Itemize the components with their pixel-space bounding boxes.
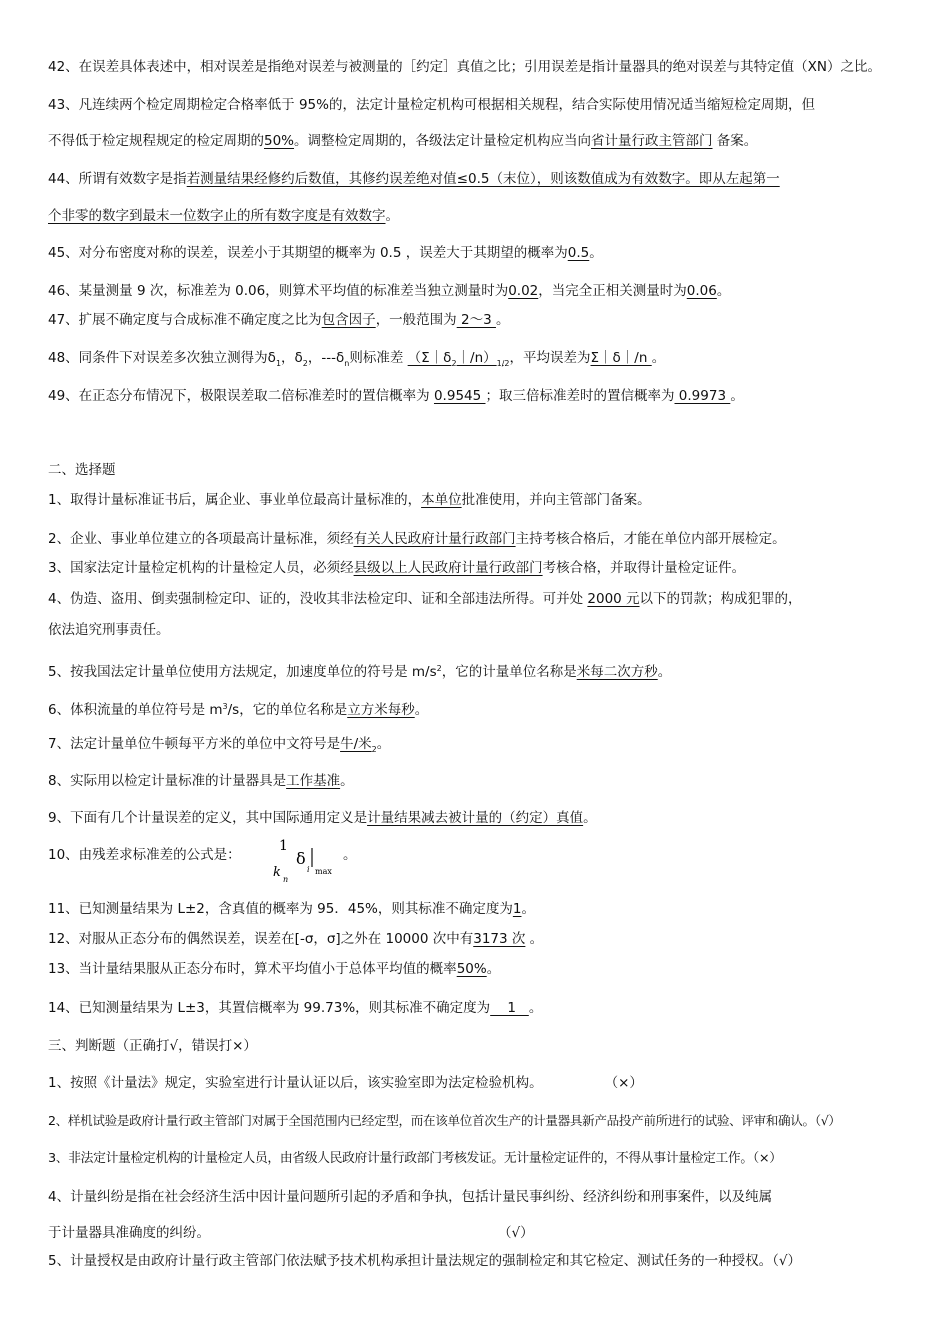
item-42: 42、在误差具体表述中，相对误差是指绝对误差与被测量的［约定］真值之比；引用误差是指计量器具的绝对误差与其特定值（XN）之比。 bbox=[48, 59, 882, 75]
choice-8: 8、实际用以检定计量标准的计量器具是工作基准。 bbox=[48, 773, 354, 789]
answer: 有关人民政府计量行政部门 bbox=[353, 531, 516, 547]
choice-6: 6、体积流量的单位符号是 $m^3/s$，它的单位名称是立方米每秒。 bbox=[48, 702, 429, 718]
item-44-line2: 个非零的数字到最末一位数字止的所有数字度是有效数字。 bbox=[48, 208, 399, 224]
answer: 50% bbox=[456, 961, 487, 977]
item-45: 45、对分布密度对称的误差，误差小于其期望的概率为 0.5 ，误差大于其期望的概率为0.5。 bbox=[48, 245, 603, 261]
answer: 3173 次 bbox=[473, 931, 526, 947]
judge-mark: （√） bbox=[498, 1225, 534, 1241]
answer: 50% bbox=[264, 133, 295, 149]
section-heading-choice: 二、选择题 bbox=[48, 462, 116, 478]
judge-5: 5、计量授权是由政府计量行政主管部门依法赋予技术机构承担计量法规定的强制检定和其它检定、测试任务的一种授权。（√） bbox=[48, 1253, 801, 1269]
answer: 0.02 bbox=[508, 283, 539, 299]
choice-14: 14、已知测量结果为 L±3，其置信概率为 99.73%，则其标准不确定度为 1 。 bbox=[48, 1000, 543, 1016]
answer: 牛/米$_2$ bbox=[340, 736, 377, 754]
choice-4-line1: 4、伪造、盗用、倒卖强制检定印、证的，没收其非法检定印、证和全部违法所得。可并处 2000 元以下的罚款；构成犯罪的， bbox=[48, 591, 802, 607]
formula-k: k bbox=[273, 865, 281, 880]
judge-4-line1: 4、计量纠纷是指在社会经济生活中因计量问题所引起的矛盾和争执，包括计量民事纠纷、经济纠纷和刑事案件，以及纯属 bbox=[48, 1189, 773, 1205]
item-43-line1: 43、凡连续两个检定周期检定合格率低于 95%的，法定计量检定机构可根据相关规程，结合实际使用情况适当缩短检定周期，但 bbox=[48, 97, 815, 113]
choice-10-end: 。 bbox=[343, 847, 357, 863]
answer: 2000 元 bbox=[587, 591, 640, 607]
answer-std-dev: $(\Sigma|\delta_2|/n)_{1/2}$ bbox=[407, 350, 510, 368]
choice-2: 2、企业、事业单位建立的各项最高计量标准，须经有关人民政府计量行政部门主持考核合格后，才能在单位内部开展检定。 bbox=[48, 531, 786, 547]
choice-3: 3、国家法定计量检定机构的计量检定人员，必须经县级以上人民政府计量行政部门考核合格，并取得计量检定证件。 bbox=[48, 560, 746, 576]
choice-13: 13、当计量结果服从正态分布时，算术平均值小于总体平均值的概率50%。 bbox=[48, 961, 501, 977]
item-48: 48、同条件下对误差多次独立测得为$\delta_1$，$\delta_2$，$---\delta_n$则标准差 $(\Sigma|\delta_2|/n)_{1/2}$，平均误差为Σ｜δ｜/n 。 bbox=[48, 350, 666, 368]
item-44-line1: 44、所谓有效数字是指若测量结果经修约后数值，其修约误差绝对值≤0.5（末位），则该数值成为有效数字。即从左起第一 bbox=[48, 171, 780, 187]
answer: 若测量结果经修约后数值，其修约误差绝对值≤0.5（末位），则该数值成为有效数字。即从左起第一 bbox=[186, 171, 780, 187]
choice-12: 12、对服从正态分布的偶然误差，误差在[-σ，σ]之外在 10000 次中有3173 次 。 bbox=[48, 931, 544, 947]
choice-1: 1、取得计量标准证书后，属企业、事业单位最高计量标准的，本单位批准使用，并向主管部门备案。 bbox=[48, 492, 651, 508]
item-47: 47、扩展不确定度与合成标准不确定度之比为包含因子，一般范围为 2～3 。 bbox=[48, 312, 510, 328]
answer: 0.5 bbox=[567, 245, 590, 261]
answer: 计量结果减去被计量的（约定）真值 bbox=[367, 810, 584, 826]
formula-k-sub: n bbox=[283, 875, 289, 884]
section-heading-judge: 三、判断题（正确打√，错误打×） bbox=[48, 1038, 257, 1054]
item-49: 49、在正态分布情况下，极限误差取二倍标准差时的置信概率为 0.9545 ；取三倍标准差时的置信概率为 0.9973 。 bbox=[48, 388, 744, 404]
answer: 0.06 bbox=[686, 283, 717, 299]
answer: 1 bbox=[490, 1000, 529, 1016]
answer: 个非零的数字到最末一位数字止的所有数字度是有效数字 bbox=[48, 208, 386, 224]
choice-5: 5、按我国法定计量单位使用方法规定，加速度单位的符号是 $m/s^2$，它的计量单位名称是米每二次方秒。 bbox=[48, 664, 672, 680]
judge-4-line2: 于计量器具准确度的纠纷。 （√） bbox=[48, 1225, 534, 1241]
answer: 县级以上人民政府计量行政部门 bbox=[353, 560, 543, 576]
item-43-line2: 不得低于检定规程规定的检定周期的50%。调整检定周期的，各级法定计量检定机构应当向省计量行政主管部门 备案。 bbox=[48, 133, 758, 149]
judge-3: 3、非法定计量检定机构的计量检定人员，由省级人民政府计量行政部门考核发证。无计量检定证件的，不得从事计量检定工作。（×） bbox=[48, 1151, 782, 1166]
answer: 包含因子 bbox=[321, 312, 376, 328]
answer: 工作基准 bbox=[286, 773, 341, 789]
formula-numerator: 1 bbox=[279, 838, 288, 854]
choice-10: 10、由残差求标准差的公式是： bbox=[48, 847, 241, 863]
judge-2: 2、样机试验是政府计量行政主管部门对属于全国范围内已经定型，而在该单位首次生产的计量器具新产品投产前所进行的试验、评审和确认。（√） bbox=[48, 1113, 841, 1128]
judge-mark: （×） bbox=[604, 1075, 643, 1091]
judge-1: 1、按照《计量法》规定，实验室进行计量认证以后，该实验室即为法定检验机构。 （×） bbox=[48, 1075, 643, 1091]
choice-9: 9、下面有几个计量误差的定义，其中国际通用定义是计量结果减去被计量的（约定）真值。 bbox=[48, 810, 597, 826]
answer: 立方米每秒 bbox=[347, 702, 415, 718]
answer: 0.9545 bbox=[433, 388, 486, 404]
choice-4-line2: 依法追究刑事责任。 bbox=[48, 622, 170, 638]
item-46: 46、某量测量 9 次，标准差为 0.06，则算术平均值的标准差当独立测量时为0.02，当完全正相关测量时为0.06。 bbox=[48, 283, 731, 299]
formula-delta-sub: i bbox=[307, 865, 310, 874]
formula-delta: δ bbox=[296, 849, 306, 868]
answer: 1 bbox=[512, 901, 522, 917]
choice-7: 7、法定计量单位牛顿每平方米的单位中文符号是牛/米$_2$。 bbox=[48, 736, 391, 754]
residual-std-dev-formula bbox=[270, 836, 340, 886]
answer: 本单位 bbox=[421, 492, 462, 508]
answer: 0.9973 bbox=[674, 388, 731, 404]
answer: Σ｜δ｜/n bbox=[590, 350, 652, 366]
choice-11: 11、已知测量结果为 L±2，含真值的概率为 95．45%，则其标准不确定度为1。 bbox=[48, 901, 535, 917]
formula-max-sub: max bbox=[315, 867, 332, 876]
answer: 2～3 bbox=[456, 312, 496, 328]
answer: 省计量行政主管部门 bbox=[591, 133, 713, 149]
answer: 米每二次方秒 bbox=[576, 664, 658, 680]
